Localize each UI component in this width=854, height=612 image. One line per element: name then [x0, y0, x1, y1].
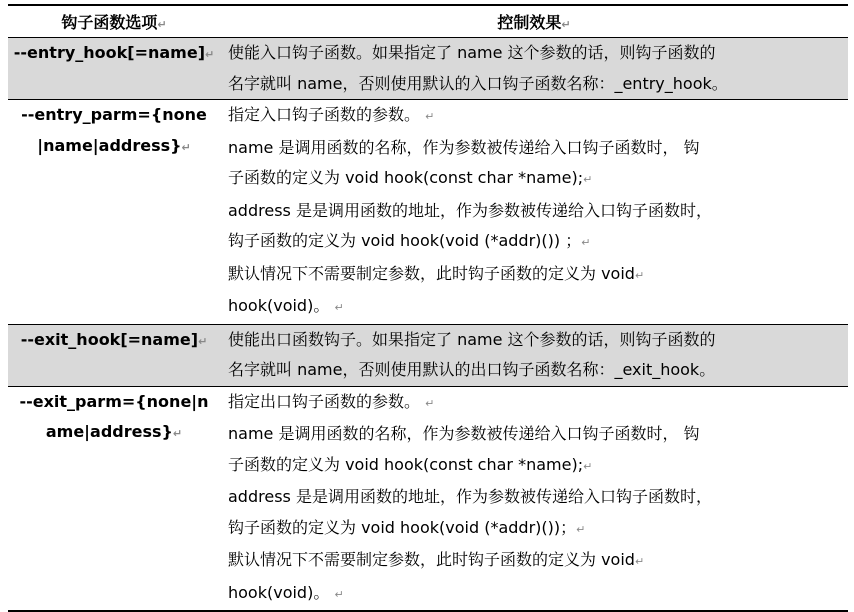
header-effect-label: 控制效果 — [497, 13, 562, 32]
effect-text: address 是是调用函数的地址，作为参数被传递给入口钩子函数时， — [228, 200, 712, 220]
paragraph-mark: ↵ — [634, 555, 645, 568]
option-text: --entry_hook[=name] — [13, 43, 206, 62]
effect-text: 子函数的定义为 void hook(const char *name); — [228, 168, 584, 187]
effect-text: 子函数的定义为 void hook(const char *name); — [228, 454, 584, 474]
effect-text: 使能出口函数钩子。如果指定了 name 这个参数的话，则钩子函数的 — [228, 329, 716, 349]
effect-text: 默认情况下不需要制定参数，此时钩子函数的定义为 void — [228, 550, 635, 569]
header-option-label: 钩子函数选项 — [61, 13, 158, 32]
paragraph-mark: ↵ — [425, 396, 435, 410]
effect-text: 指定出口钩子函数的参数。 — [228, 391, 421, 411]
option-text: |name|address} — [37, 135, 182, 155]
effect-cell — [220, 100, 848, 325]
paragraph-mark: ↵ — [181, 140, 191, 154]
header-effect — [220, 5, 848, 38]
paragraph-mark: ↵ — [583, 173, 593, 186]
effect-text: 钩子函数的定义为 void hook(void (*addr)()) ； — [228, 231, 582, 250]
paragraph-mark: ↵ — [583, 459, 593, 473]
effect-text: 指定入口钩子函数的参数。 — [228, 105, 421, 124]
table-row — [8, 38, 848, 100]
effect-text: 名字就叫 name，否则使用默认的入口钩子函数名称：_entry_hook。 — [228, 73, 728, 93]
effect-text: hook(void)。 — [228, 582, 330, 602]
option-cell — [8, 324, 220, 386]
effect-cell — [220, 38, 848, 100]
table-row — [8, 100, 848, 325]
paragraph-mark: ↵ — [561, 18, 571, 31]
header-row — [8, 5, 848, 38]
paragraph-mark: ↵ — [581, 236, 591, 249]
paragraph-mark: ↵ — [205, 48, 215, 61]
paragraph-mark: ↵ — [576, 522, 586, 536]
table-row — [8, 386, 848, 611]
paragraph-mark: ↵ — [157, 18, 167, 31]
option-cell — [8, 100, 220, 325]
effect-text: name 是调用函数的名称，作为参数被传递给入口钩子函数时， 钩 — [228, 137, 700, 157]
paragraph-mark: ↵ — [334, 587, 344, 601]
effect-text: 名字就叫 name，否则使用默认的出口钩子函数名称：_exit_hook。 — [228, 360, 716, 379]
option-text: --exit_parm={none|n — [19, 391, 209, 411]
paragraph-mark: ↵ — [425, 110, 435, 123]
effect-cell — [220, 324, 848, 386]
option-text: --exit_hook[=name] — [20, 329, 199, 349]
header-option — [8, 5, 220, 38]
effect-text: 使能入口钩子函数。如果指定了 name 这个参数的话，则钩子函数的 — [228, 43, 716, 62]
paragraph-mark: ↵ — [334, 301, 344, 314]
option-cell — [8, 38, 220, 100]
effect-text: address 是是调用函数的地址，作为参数被传递给入口钩子函数时， — [228, 487, 712, 506]
option-text: --entry_parm={none — [21, 105, 207, 124]
paragraph-mark: ↵ — [634, 268, 645, 282]
hook-options-table — [8, 4, 848, 612]
effect-text: hook(void)。 — [228, 296, 330, 315]
table-row — [8, 324, 848, 386]
option-text: ame|address} — [45, 422, 173, 441]
option-cell — [8, 386, 220, 611]
effect-text: 默认情况下不需要制定参数，此时钩子函数的定义为 void — [228, 263, 635, 283]
effect-text: 钩子函数的定义为 void hook(void (*addr)())； — [228, 517, 577, 537]
effect-text: name 是调用函数的名称，作为参数被传递给入口钩子函数时， 钩 — [228, 424, 700, 443]
paragraph-mark: ↵ — [198, 334, 208, 348]
paragraph-mark: ↵ — [172, 427, 183, 440]
effect-cell — [220, 386, 848, 611]
